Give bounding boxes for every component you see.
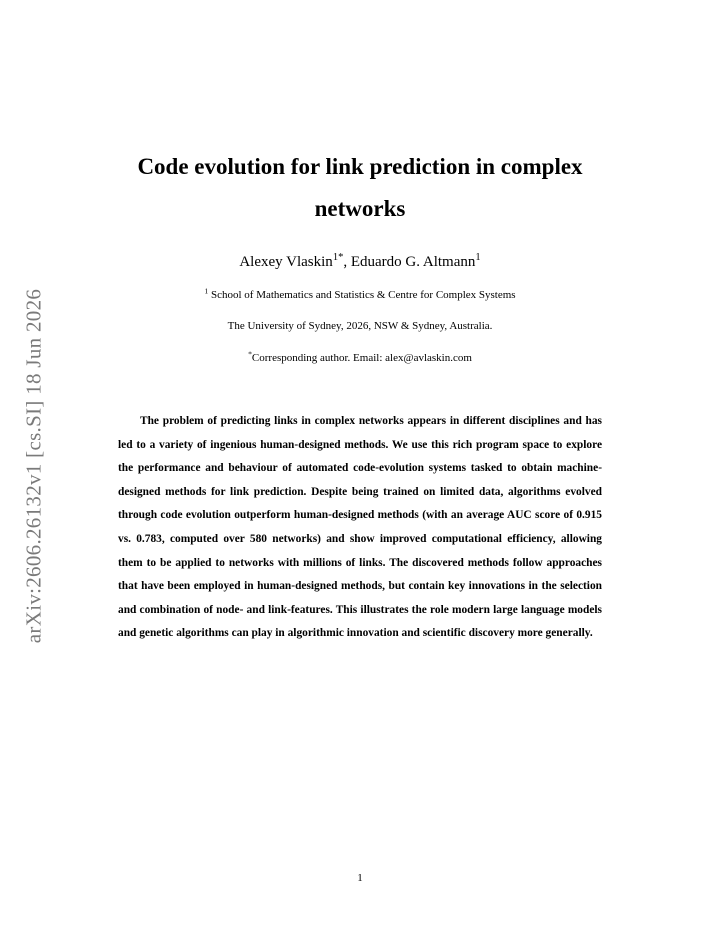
paper-title [100,146,620,230]
corresponding-author-note [100,349,620,364]
corresponding-author-text: Corresponding author. Email: alex@avlaskin.com [251,352,472,364]
corresponding-mark: * [248,349,252,359]
abstract-text: The problem of predicting links in complex networks appears in different disciplines and has led to a variety of ingenious human-designed methods. We use this rich program space to explore the performance and behaviour of automated code-evolution systems tasked to obtain machine-designed methods for link prediction. Despite being trained on limited data, algorithms evolved through code evolution outperform human-designed methods (with an average AUC score of 0.915 vs. 0.783, computed over 580 networks) and show improved computational efficiency, allowing them to be applied to networks with millions of links. The discovered methods follow approaches that have been employed in human-designed methods, but contain key innovations in the selection and combination of node- and link-features. This illustrates the role modern large language models and genetic algorithms can play in algorithmic innovation and scientific discovery more generally. [118,415,602,640]
author-name: Alexey Vlaskin [239,254,333,270]
author-separator: , [343,254,351,270]
title-line-2: networks [314,196,406,221]
author-affiliation-mark: 1* [332,252,344,263]
title-line-1: Code evolution for link prediction in complex [137,154,583,179]
affiliation-line: The University of Sydney, 2026, NSW & Sydney, Australia. [227,320,493,332]
affiliation-text: School of Mathematics and Statistics & Centre for Complex Systems [208,289,516,301]
arxiv-identifier-stamp[interactable]: arXiv:2606.26132v1 [cs.SI] 18 Jun 2026 [21,288,46,644]
author-list [100,254,620,271]
page-number: 1 [357,872,363,884]
author-affiliation-mark: 1 [475,252,481,263]
affiliation-mark: 1 [204,286,209,296]
affiliation-line [100,286,620,301]
author-name: Eduardo G. Altmann [350,254,476,270]
